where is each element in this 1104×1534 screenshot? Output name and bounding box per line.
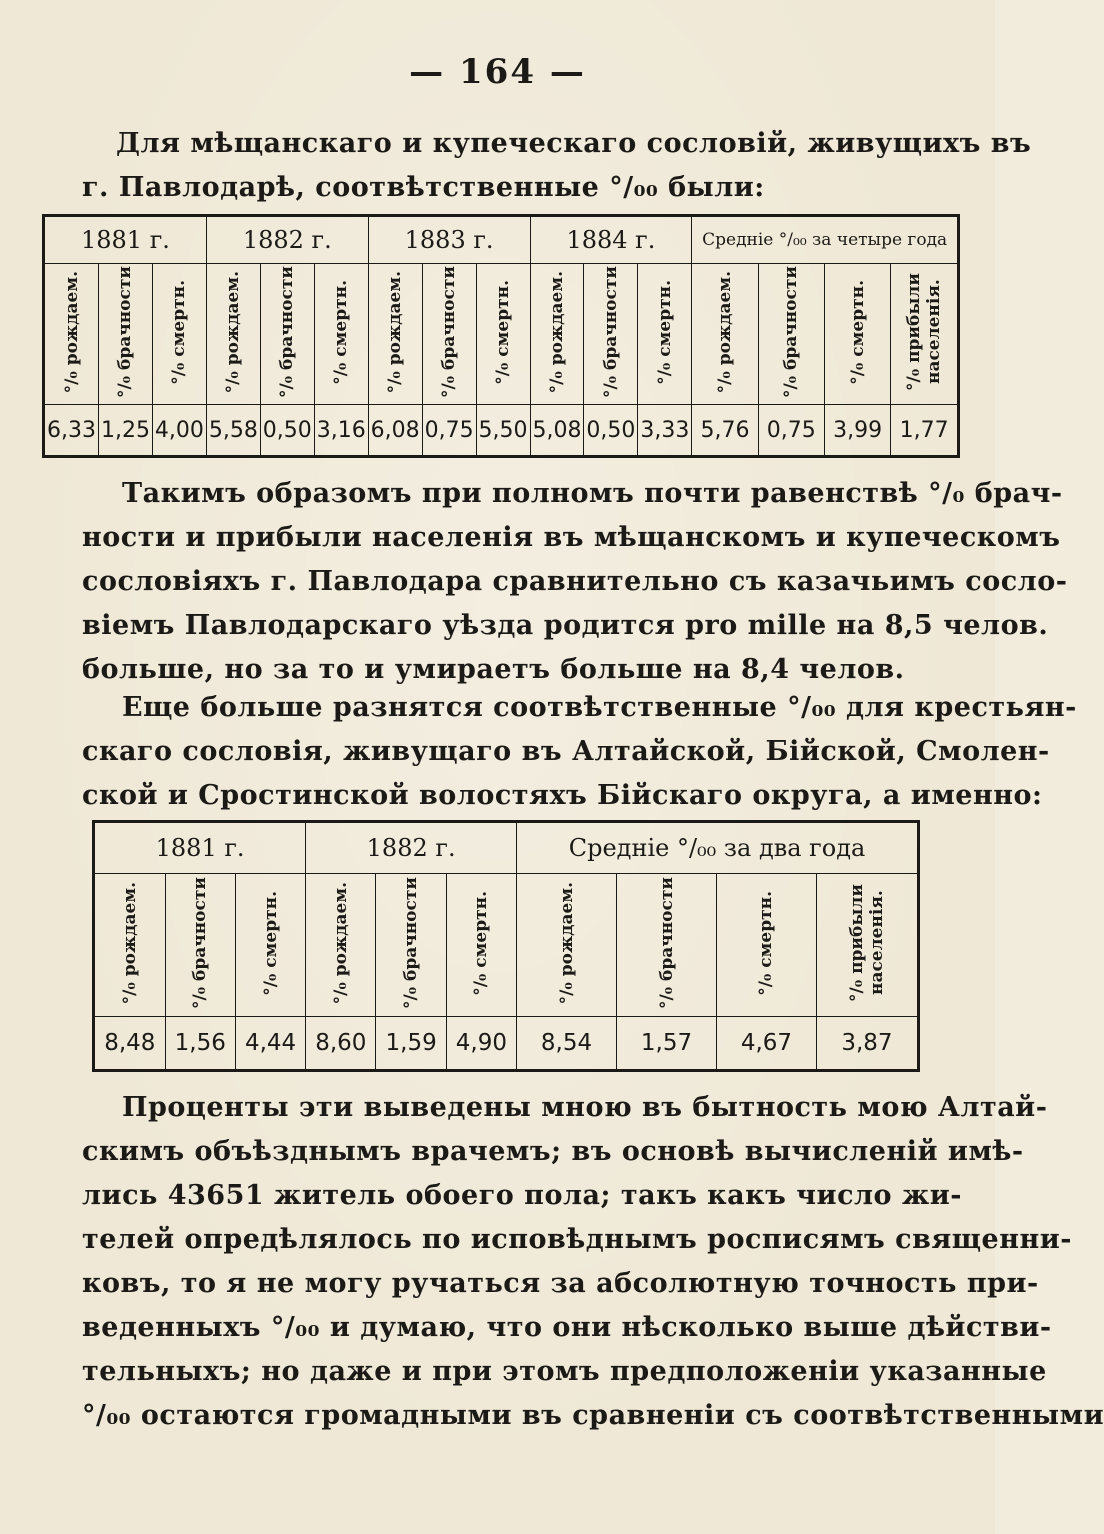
col-label-marriage: °/₀ брачности bbox=[190, 876, 211, 1010]
text-line: °/₀₀ остаются громадными въ сравненіи съ соотвѣтственными bbox=[82, 1400, 1104, 1431]
average-header: Средніе °/₀₀ за два года bbox=[517, 822, 919, 874]
col-label-death: °/₀ смертн. bbox=[493, 279, 514, 385]
value-cell: 8,54 bbox=[517, 1017, 617, 1071]
col-label-birth: °/₀ рождаем. bbox=[61, 270, 82, 394]
year-header: 1881 г. bbox=[94, 822, 306, 874]
text-line: ковъ, то я не могу ручаться за абсолютную точность при- bbox=[82, 1268, 1039, 1299]
text-line: Для мѣщанскаго и купеческаго сословій, живущихъ въ bbox=[116, 128, 1032, 159]
table-meshchane-kuptsy-pavlodar bbox=[42, 214, 960, 458]
text-line: скимъ объѣзднымъ врачемъ; въ основѣ вычисленій имѣ- bbox=[82, 1136, 1024, 1167]
value-cell: 5,50 bbox=[476, 405, 530, 457]
value-cell: 8,48 bbox=[94, 1017, 166, 1071]
text-line: тельныхъ; но даже и при этомъ предположеніи указанные bbox=[82, 1356, 1047, 1387]
text-line: скаго сословія, живущаго въ Алтайской, Бійской, Смолен- bbox=[82, 736, 1050, 767]
value-cell: 5,76 bbox=[692, 405, 758, 457]
col-label-birth: °/₀ рождаем. bbox=[119, 881, 140, 1005]
value-cell: 4,67 bbox=[716, 1017, 816, 1071]
value-cell: 5,08 bbox=[530, 405, 584, 457]
year-header: 1883 г. bbox=[368, 216, 530, 264]
col-label-growth: °/₀ прибыли населенія. bbox=[904, 273, 945, 391]
value-cell: 1,77 bbox=[891, 405, 959, 457]
table-krestyane-biysk bbox=[92, 820, 920, 1072]
value-cell: 6,33 bbox=[44, 405, 99, 457]
value-cell: 3,87 bbox=[816, 1017, 918, 1071]
col-label-death: °/₀ смертн. bbox=[756, 890, 777, 996]
value-cell: 0,75 bbox=[422, 405, 476, 457]
paragraph-comparison bbox=[82, 472, 1068, 692]
value-cell: 0,50 bbox=[260, 405, 314, 457]
text-line: веденныхъ °/₀₀ и думаю, что они нѣсколько выше дѣйстви- bbox=[82, 1312, 1052, 1343]
value-cell: 0,75 bbox=[758, 405, 824, 457]
col-label-death: °/₀ смертн. bbox=[654, 279, 675, 385]
col-label-birth: °/₀ рождаем. bbox=[330, 881, 351, 1005]
paragraph-intro-table1 bbox=[82, 122, 1032, 210]
text-line: лись 43651 житель обоего пола; такъ какъ число жи- bbox=[82, 1180, 962, 1211]
value-cell: 4,44 bbox=[235, 1017, 305, 1071]
col-label-birth: °/₀ рождаем. bbox=[223, 270, 244, 394]
value-cell: 3,99 bbox=[824, 405, 890, 457]
value-cell: 4,90 bbox=[446, 1017, 516, 1071]
value-cell: 6,08 bbox=[368, 405, 422, 457]
col-label-growth: °/₀ прибыли населенія. bbox=[846, 884, 887, 1002]
col-label-death: °/₀ смертн. bbox=[169, 279, 190, 385]
value-cell: 0,50 bbox=[584, 405, 638, 457]
col-label-marriage: °/₀ брачности bbox=[656, 876, 677, 1010]
text-line: Еще больше разнятся соотвѣтственные °/₀₀ для крестьян- bbox=[122, 692, 1077, 723]
col-label-death: °/₀ смертн. bbox=[260, 890, 281, 996]
col-label-marriage: °/₀ брачности bbox=[439, 265, 460, 399]
value-cell: 1,25 bbox=[99, 405, 153, 457]
page-number: — 164 — bbox=[409, 52, 586, 92]
text-line: телей опредѣлялось по исповѣднымъ росписямъ священни- bbox=[82, 1224, 1072, 1255]
text-line: ской и Сростинской волостяхъ Бійскаго округа, а именно: bbox=[82, 780, 1043, 811]
col-label-death: °/₀ смертн. bbox=[471, 890, 492, 996]
text-line: г. Павлодарѣ, соотвѣтственные °/₀₀ были: bbox=[82, 172, 765, 203]
value-cell: 1,57 bbox=[617, 1017, 717, 1071]
col-label-death: °/₀ смертн. bbox=[847, 279, 868, 385]
year-header: 1882 г. bbox=[206, 216, 368, 264]
col-label-birth: °/₀ рождаем. bbox=[546, 270, 567, 394]
average-header: Средніе °/₀₀ за четыре года bbox=[692, 216, 959, 264]
value-cell: 1,59 bbox=[376, 1017, 446, 1071]
col-label-birth: °/₀ рождаем. bbox=[556, 881, 577, 1005]
value-cell: 3,33 bbox=[638, 405, 692, 457]
col-label-marriage: °/₀ брачности bbox=[401, 876, 422, 1010]
col-label-marriage: °/₀ брачности bbox=[781, 265, 802, 399]
paragraph-intro-table2 bbox=[82, 686, 1077, 818]
value-cell: 8,60 bbox=[306, 1017, 376, 1071]
year-header: 1884 г. bbox=[530, 216, 692, 264]
text-line: больше, но за то и умираетъ больше на 8,4 челов. bbox=[82, 654, 905, 685]
text-line: ности и прибыли населенія въ мѣщанскомъ и купеческомъ bbox=[82, 522, 1061, 553]
paragraph-methodology bbox=[82, 1086, 1104, 1438]
value-cell: 3,16 bbox=[314, 405, 368, 457]
text-line: Проценты эти выведены мною въ бытность мою Алтай- bbox=[122, 1092, 1048, 1123]
text-line: Такимъ образомъ при полномъ почти равенствѣ °/₀ брач- bbox=[122, 478, 1063, 509]
year-header: 1882 г. bbox=[306, 822, 517, 874]
value-cell: 1,56 bbox=[165, 1017, 235, 1071]
value-cell: 5,58 bbox=[206, 405, 260, 457]
col-label-marriage: °/₀ брачности bbox=[600, 265, 621, 399]
col-label-death: °/₀ смертн. bbox=[331, 279, 352, 385]
text-line: сословіяхъ г. Павлодара сравнительно съ казачьимъ сосло- bbox=[82, 566, 1068, 597]
col-label-marriage: °/₀ брачности bbox=[115, 265, 136, 399]
text-line: віемъ Павлодарскаго уѣзда родится pro mille на 8,5 челов. bbox=[82, 610, 1049, 641]
col-label-birth: °/₀ рождаем. bbox=[714, 270, 735, 394]
year-header: 1881 г. bbox=[44, 216, 207, 264]
value-cell: 4,00 bbox=[152, 405, 206, 457]
col-label-birth: °/₀ рождаем. bbox=[385, 270, 406, 394]
col-label-marriage: °/₀ брачности bbox=[277, 265, 298, 399]
